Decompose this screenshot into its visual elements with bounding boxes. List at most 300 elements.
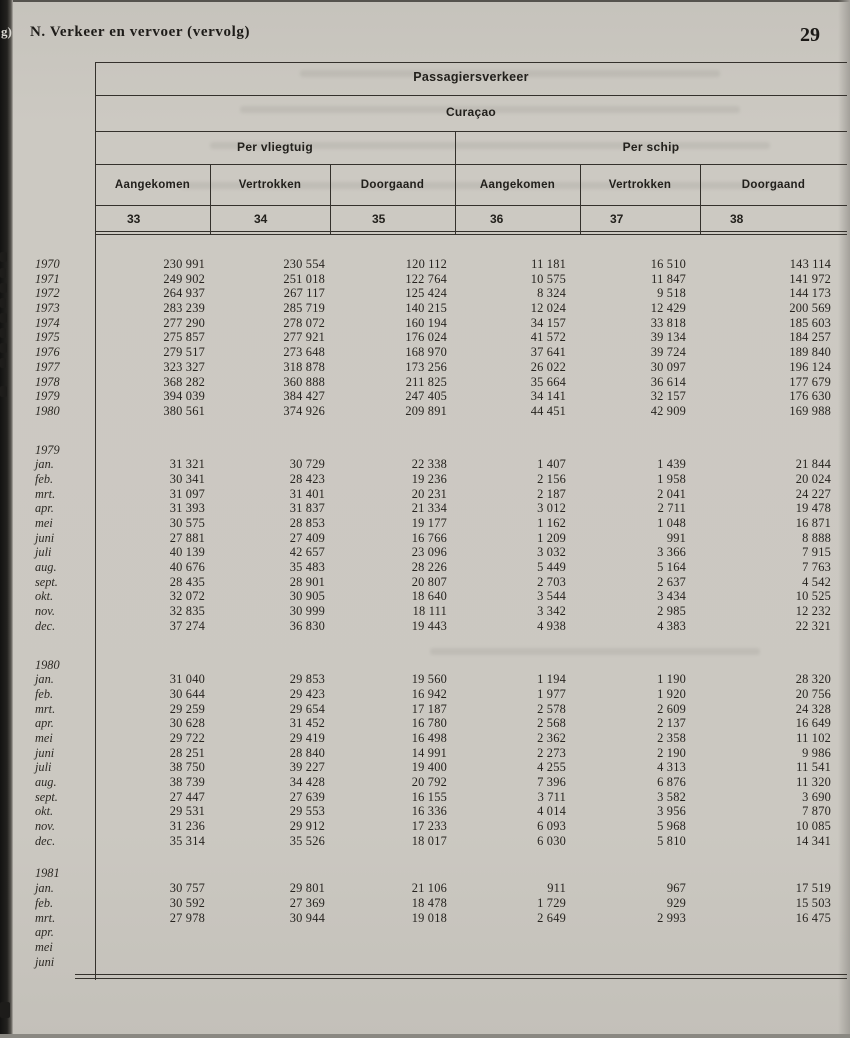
row-label: juni: [35, 954, 55, 969]
table-row: [33, 560, 846, 575]
table-row: [33, 687, 846, 702]
cell: 2 273: [537, 745, 566, 760]
cell: 2 637: [657, 574, 686, 589]
table-row: [33, 940, 846, 955]
cell: 4 313: [657, 760, 686, 775]
cell: 278 072: [283, 315, 325, 330]
scan-top-edge: [0, 0, 850, 2]
cell: 209 891: [405, 403, 447, 418]
cell: 27 978: [169, 910, 205, 925]
cell: 19 400: [411, 760, 447, 775]
cell: 31 452: [289, 716, 325, 731]
cell: 30 592: [169, 895, 205, 910]
table-row: [33, 790, 846, 805]
cell: 30 944: [289, 910, 325, 925]
cell: 264 937: [163, 286, 205, 301]
cell: 27 639: [289, 789, 325, 804]
cell: 6 093: [537, 819, 566, 834]
cell: 31 837: [289, 501, 325, 516]
table-row: [33, 760, 846, 775]
cell: 967: [666, 881, 686, 896]
cell: 18 640: [411, 589, 447, 604]
scan-bottom-edge: [0, 1034, 850, 1038]
cell: 31 097: [169, 486, 205, 501]
row-label: feb.: [35, 471, 54, 486]
cell: 911: [547, 881, 566, 896]
cell: 16 336: [411, 804, 447, 819]
cell: 28 320: [795, 672, 831, 687]
table-row: [33, 672, 846, 687]
row-label: feb.: [35, 686, 54, 701]
cell: 30 575: [169, 516, 205, 530]
table-row: [33, 896, 846, 911]
table-row: [33, 501, 846, 516]
scan-artifact: [0, 313, 7, 323]
row-label: sept.: [35, 574, 58, 589]
cell: 173 256: [405, 359, 447, 374]
table-rule: [95, 164, 847, 165]
cell: 125 424: [405, 286, 447, 301]
cell: 2 568: [537, 716, 566, 731]
cell: 19 478: [795, 501, 831, 516]
cell: 10 085: [795, 819, 831, 834]
cell: 39 134: [650, 330, 686, 345]
cell: 17 233: [411, 819, 447, 834]
table-rule: [95, 231, 847, 232]
row-label: 1978: [35, 374, 60, 389]
row-label: mei: [35, 730, 53, 745]
cell: 394 039: [163, 389, 205, 404]
row-label: apr.: [35, 501, 54, 516]
cell: 30 097: [650, 359, 686, 374]
cell: 929: [666, 895, 686, 910]
cell: 11 102: [796, 730, 831, 745]
cell: 251 018: [283, 271, 325, 286]
row-label: 1970: [35, 257, 60, 271]
table-region: Curaçao: [445, 105, 497, 119]
table-row: [33, 819, 846, 834]
cell: 19 443: [411, 618, 447, 633]
cell: 122 764: [405, 271, 447, 286]
cell: 277 290: [163, 315, 205, 330]
cell: 40 139: [169, 545, 205, 560]
table-row: [33, 834, 846, 849]
cell: 144 173: [789, 286, 831, 301]
row-label: 1977: [35, 359, 60, 374]
cell: 3 711: [537, 789, 566, 804]
row-label: juli: [35, 760, 52, 775]
cell: 1 209: [537, 530, 566, 545]
table-rule: [95, 62, 847, 63]
cell: 7 396: [537, 775, 566, 789]
row-label: 1979: [35, 389, 60, 404]
cell: 4 255: [537, 760, 566, 775]
cell: 10 575: [530, 271, 566, 286]
cell: 8 324: [537, 286, 566, 301]
table-row: [33, 472, 846, 487]
cell: 16 649: [795, 716, 831, 731]
row-label: 1974: [35, 315, 60, 330]
cell: 3 956: [657, 804, 686, 819]
cell: 5 449: [537, 560, 566, 575]
table-row: [33, 804, 846, 819]
table-row: [33, 531, 846, 546]
cell: 31 236: [169, 819, 205, 834]
cell: 40 676: [169, 560, 205, 575]
cell: 3 012: [537, 501, 566, 516]
cell: 35 526: [289, 833, 325, 848]
cell: 3 690: [802, 789, 831, 804]
column-number: 33: [127, 212, 141, 226]
table-row: [33, 286, 846, 301]
cell: 36 830: [289, 618, 325, 633]
cell: 30 999: [289, 604, 325, 619]
cell: 17 187: [411, 701, 447, 716]
cell: 20 231: [411, 486, 447, 501]
cell: 2 358: [657, 730, 686, 745]
row-label: dec.: [35, 618, 56, 633]
table-row: [33, 731, 846, 746]
row-label: 1972: [35, 286, 60, 301]
cell: 196 124: [789, 359, 831, 374]
cell: 4 383: [657, 618, 686, 633]
cell: 19 236: [411, 471, 447, 486]
section-heading-row: [33, 866, 846, 881]
cell: 18 017: [411, 833, 447, 848]
cell: 27 369: [289, 895, 325, 910]
cell: 11 847: [651, 271, 686, 286]
cell: 1 958: [657, 471, 686, 486]
table-row: [33, 389, 846, 404]
row-label: apr.: [35, 925, 54, 940]
cell: 185 603: [789, 315, 831, 330]
cell: 2 711: [657, 501, 686, 516]
cell: 3 366: [657, 545, 686, 560]
cell: 141 972: [789, 271, 831, 286]
cell: 29 722: [169, 730, 205, 745]
cell: 36 614: [650, 374, 686, 389]
cell: 230 991: [163, 257, 205, 271]
row-label: okt.: [35, 589, 54, 604]
scan-artifact: [0, 298, 6, 308]
table-row: [33, 316, 846, 331]
row-label: 1973: [35, 301, 60, 316]
cell: 1 407: [537, 457, 566, 472]
cell: 20 807: [411, 574, 447, 589]
cell: 2 578: [537, 701, 566, 716]
table-row: [33, 545, 846, 560]
row-label: feb.: [35, 895, 54, 910]
scan-artifact: [0, 268, 6, 278]
scan-artifact: [0, 1002, 10, 1018]
row-label: mei: [35, 516, 53, 530]
cell: 384 427: [283, 389, 325, 404]
cell: 374 926: [283, 403, 325, 418]
cell: 279 517: [163, 345, 205, 360]
table-row: [33, 925, 846, 940]
cell: 29 531: [169, 804, 205, 819]
cell: 29 801: [289, 881, 325, 896]
section-year-label: 1981: [35, 866, 60, 881]
cell: 2 993: [657, 910, 686, 925]
cell: 14 991: [411, 745, 447, 760]
scan-artifact: [0, 386, 7, 397]
row-label: apr.: [35, 716, 54, 731]
cell: 22 321: [795, 618, 831, 633]
table-row: [33, 457, 846, 472]
cell: 4 938: [537, 618, 566, 633]
cell: 16 498: [411, 730, 447, 745]
cell: 230 554: [283, 257, 325, 271]
cell: 20 792: [411, 775, 447, 789]
cell: 21 334: [411, 501, 447, 516]
table-row: [33, 716, 846, 731]
cell: 17 519: [795, 881, 831, 896]
cell: 11 181: [531, 257, 566, 271]
cell: 30 628: [169, 716, 205, 731]
cell: 211 825: [405, 374, 447, 389]
cell: 6 876: [657, 775, 686, 789]
table-row: [33, 330, 846, 345]
cell: 1 162: [537, 516, 566, 530]
table-row: [33, 619, 846, 634]
table-body: [33, 257, 846, 969]
row-label: 1975: [35, 330, 60, 345]
cell: 200 569: [789, 301, 831, 316]
cell: 31 040: [169, 672, 205, 687]
cell: 2 137: [657, 716, 686, 731]
cell: 28 901: [289, 574, 325, 589]
cell: 7 915: [802, 545, 831, 560]
table-rule: [75, 974, 847, 975]
row-label: juli: [35, 545, 52, 560]
cell: 3 434: [657, 589, 686, 604]
cell: 34 157: [530, 315, 566, 330]
cell: 29 654: [289, 701, 325, 716]
cell: 283 239: [163, 301, 205, 316]
cell: 6 030: [537, 833, 566, 848]
cell: 9 518: [657, 286, 686, 301]
column-number: 36: [490, 212, 504, 226]
table-row: [33, 955, 846, 970]
cell: 3 544: [537, 589, 566, 604]
column-header: Doorgaand: [360, 179, 425, 191]
row-label: juni: [35, 530, 55, 545]
cell: 168 970: [405, 345, 447, 360]
column-header: Vertrokken: [608, 179, 672, 191]
scan-artifact: [0, 328, 6, 338]
column-number: 37: [610, 212, 624, 226]
page-number: 29: [800, 24, 820, 46]
column-header: Aangekomen: [114, 179, 191, 191]
cell: 31 393: [169, 501, 205, 516]
scan-artifact: [0, 283, 7, 293]
section-heading-row: [33, 443, 846, 458]
cell: 33 818: [650, 315, 686, 330]
cell: 38 750: [169, 760, 205, 775]
cell: 4 542: [802, 574, 831, 589]
cell: 1 977: [537, 686, 566, 701]
table-title: Passagiersverkeer: [413, 70, 529, 84]
section-year-label: 1979: [35, 442, 60, 457]
table-row: [33, 375, 846, 390]
cell: 3 342: [537, 604, 566, 619]
table-row: [33, 881, 846, 896]
cell: 19 018: [411, 910, 447, 925]
cell: 12 232: [795, 604, 831, 619]
cell: 12 429: [650, 301, 686, 316]
cell: 16 475: [795, 910, 831, 925]
cell: 29 259: [169, 701, 205, 716]
cell: 160 194: [405, 315, 447, 330]
column-header: Aangekomen: [479, 179, 556, 191]
cell: 20 756: [795, 686, 831, 701]
cell: 27 409: [289, 530, 325, 545]
cell: 1 048: [657, 516, 686, 530]
cell: 7 763: [802, 560, 831, 575]
scan-artifact: [0, 343, 7, 353]
cell: 24 328: [795, 701, 831, 716]
cell: 2 156: [537, 471, 566, 486]
cell: 267 117: [283, 286, 325, 301]
cell: 37 641: [530, 345, 566, 360]
cell: 177 679: [789, 374, 831, 389]
table-row: [33, 746, 846, 761]
cell: 169 988: [789, 403, 831, 418]
scan-artifact: [0, 252, 7, 262]
row-label: jan.: [35, 672, 54, 687]
cell: 16 942: [411, 686, 447, 701]
cell: 10 525: [795, 589, 831, 604]
column-header: Doorgaand: [741, 179, 806, 191]
cell: 176 024: [405, 330, 447, 345]
cell: 28 251: [169, 745, 205, 760]
cell: 2 609: [657, 701, 686, 716]
scan-artifact: [0, 358, 6, 368]
cell: 143 114: [789, 257, 831, 271]
cell: 31 321: [169, 457, 205, 472]
cell: 176 630: [789, 389, 831, 404]
cell: 2 649: [537, 910, 566, 925]
group-header-per-vliegtuig: Per vliegtuig: [237, 140, 313, 154]
cell: 2 187: [537, 486, 566, 501]
table-row: [33, 272, 846, 287]
cell: 1 194: [537, 672, 566, 687]
cell: 16 510: [650, 257, 686, 271]
cell: 21 106: [411, 881, 447, 896]
cell: 360 888: [283, 374, 325, 389]
cell: 1 190: [657, 672, 686, 687]
cell: 247 405: [405, 389, 447, 404]
table-rule: [95, 205, 847, 206]
table-rule: [95, 95, 847, 96]
cell: 30 905: [289, 589, 325, 604]
row-label: nov.: [35, 819, 55, 834]
cell: 2 985: [657, 604, 686, 619]
cell: 4 014: [537, 804, 566, 819]
row-label: 1976: [35, 345, 60, 360]
cell: 16 155: [411, 789, 447, 804]
row-label: 1971: [35, 271, 60, 286]
cell: 275 857: [163, 330, 205, 345]
row-label: mrt.: [35, 701, 56, 716]
table-rule: [95, 131, 847, 132]
cell: 32 835: [169, 604, 205, 619]
row-label: mrt.: [35, 910, 56, 925]
cell: 32 157: [650, 389, 686, 404]
cell: 22 338: [411, 457, 447, 472]
section-heading-row: [33, 658, 846, 673]
cell: 15 503: [795, 895, 831, 910]
cell: 184 257: [789, 330, 831, 345]
page-header-title: N. Verkeer en vervoer (vervolg): [30, 24, 251, 40]
cell: 41 572: [530, 330, 566, 345]
cell: 28 435: [169, 574, 205, 589]
cell: 29 853: [289, 672, 325, 687]
cell: 38 739: [169, 775, 205, 789]
cell: 1 729: [537, 895, 566, 910]
binding-shadow: [0, 0, 13, 1038]
cell: 42 657: [289, 545, 325, 560]
cell: 20 024: [795, 471, 831, 486]
cell: 32 072: [169, 589, 205, 604]
cell: 140 215: [405, 301, 447, 316]
row-label: aug.: [35, 775, 57, 789]
cell: 5 164: [657, 560, 686, 575]
table-row: [33, 604, 846, 619]
row-label: jan.: [35, 457, 54, 472]
cell: 30 644: [169, 686, 205, 701]
cell: 35 314: [169, 833, 205, 848]
cell: 30 341: [169, 471, 205, 486]
cell: 1 920: [657, 686, 686, 701]
table-rule: [95, 234, 847, 235]
row-label: juni: [35, 745, 55, 760]
cell: 368 282: [163, 374, 205, 389]
cell: 249 902: [163, 271, 205, 286]
cell: 26 022: [530, 359, 566, 374]
cell: 380 561: [163, 403, 205, 418]
cell: 8 888: [802, 530, 831, 545]
cell: 5 810: [657, 833, 686, 848]
cell: 29 553: [289, 804, 325, 819]
cell: 34 428: [289, 775, 325, 789]
cell: 5 968: [657, 819, 686, 834]
cell: 18 111: [412, 604, 447, 619]
cell: 31 401: [289, 486, 325, 501]
cell: 37 274: [169, 618, 205, 633]
row-label: mei: [35, 939, 53, 954]
section-year-label: 1980: [35, 657, 60, 672]
cell: 12 024: [530, 301, 566, 316]
cell: 28 853: [289, 516, 325, 530]
table-rule: [75, 978, 847, 979]
cell: 14 341: [795, 833, 831, 848]
table-row: [33, 589, 846, 604]
cell: 2 041: [657, 486, 686, 501]
cell: 991: [666, 530, 686, 545]
cell: 42 909: [650, 403, 686, 418]
cell: 2 362: [537, 730, 566, 745]
cell: 29 423: [289, 686, 325, 701]
row-label: mrt.: [35, 486, 56, 501]
cell: 2 190: [657, 745, 686, 760]
table-row: [33, 404, 846, 419]
margin-mark: g): [1, 24, 12, 39]
column-header: Vertrokken: [238, 179, 302, 191]
column-number: 35: [372, 212, 386, 226]
cell: 30 757: [169, 881, 205, 896]
